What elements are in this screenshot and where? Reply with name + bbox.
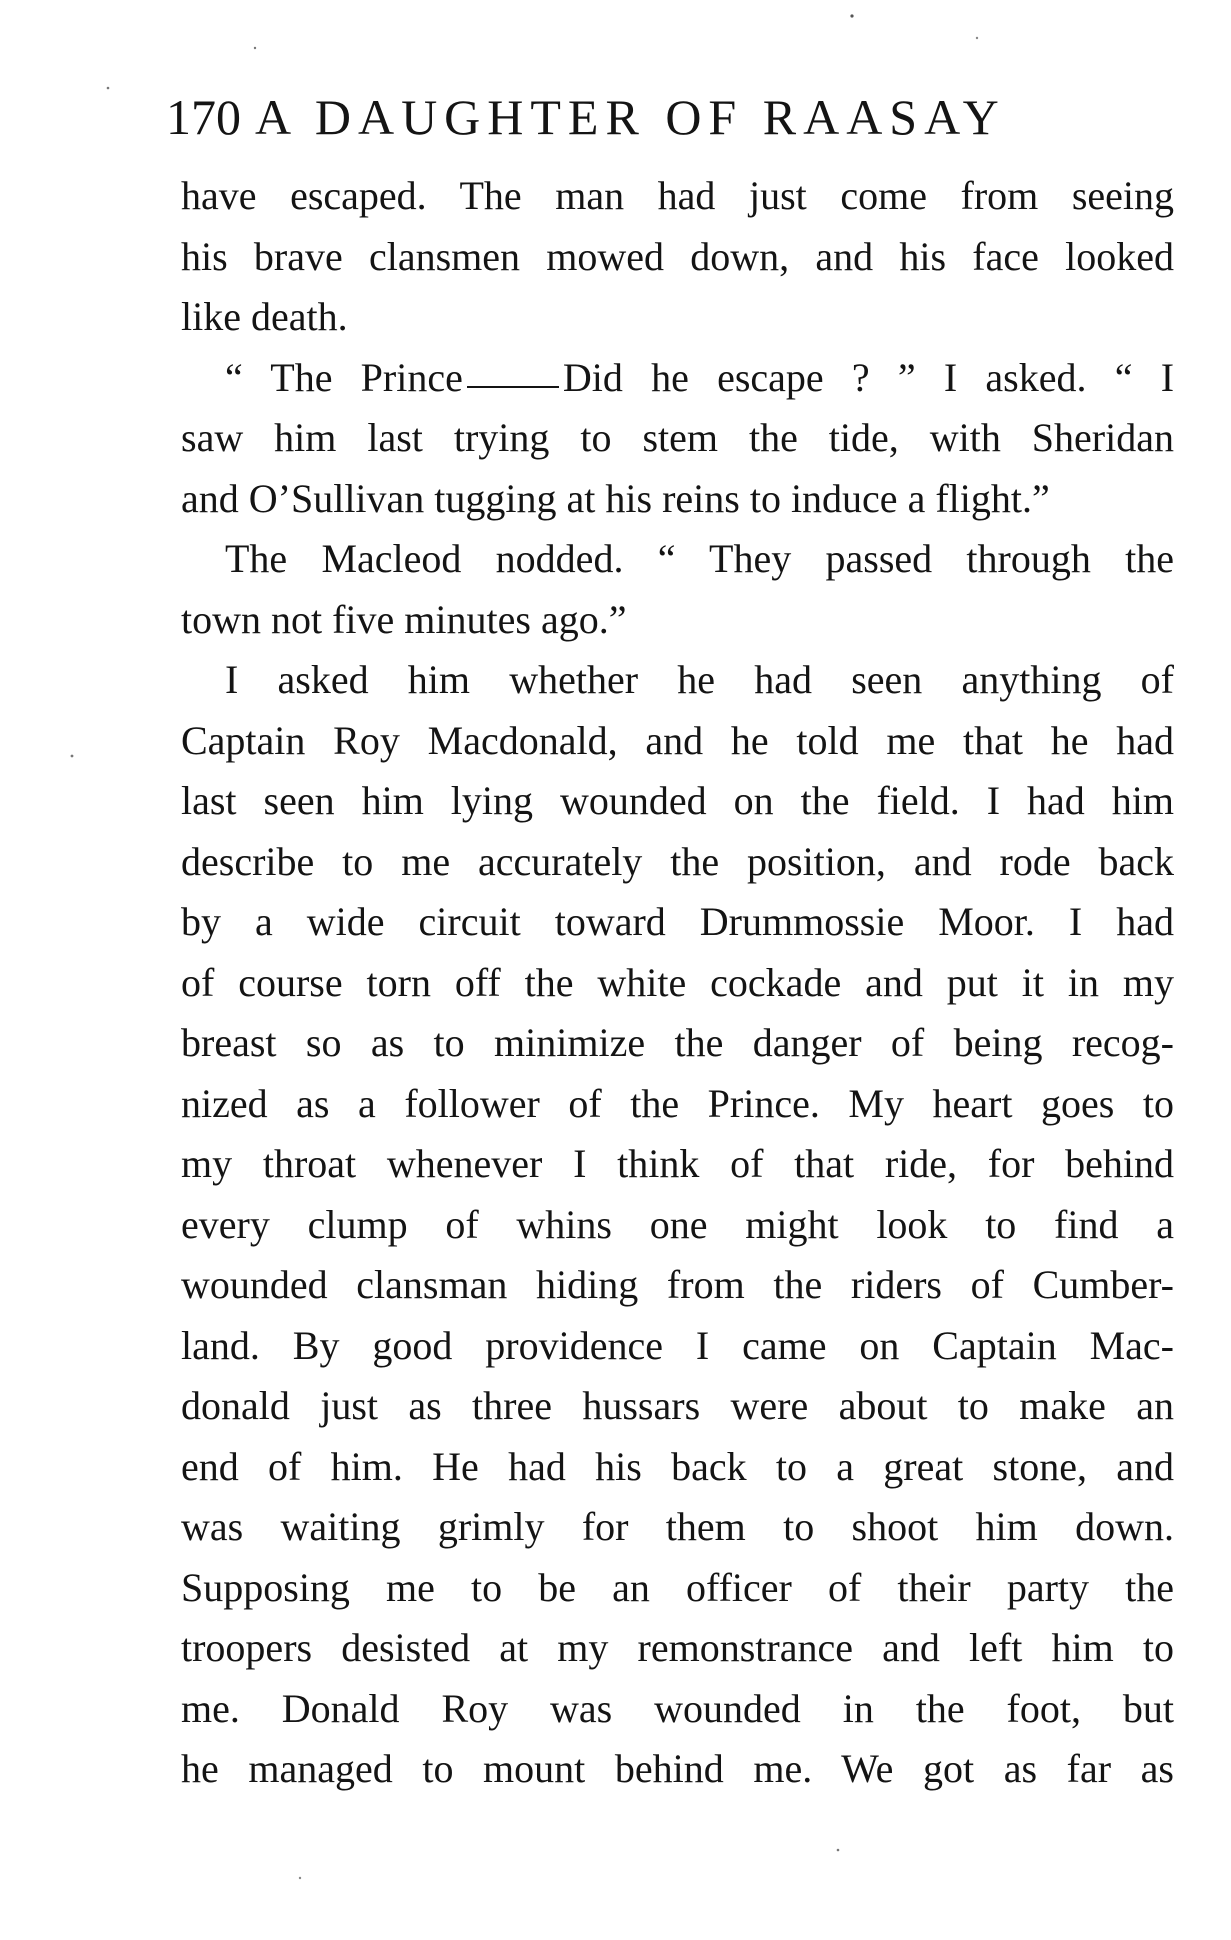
paragraph-4 — [181, 650, 1174, 1800]
text-line: breast so as to minimize the danger of being recog- — [181, 1020, 1174, 1065]
text-line: and O’Sullivan tugging at his reins to induce a flight.” — [181, 475, 1050, 521]
running-title: A DAUGHTER OF RAASAY — [255, 89, 1006, 145]
paper-speck — [837, 1849, 840, 1852]
text-line: describe to me accurately the position, and rode back — [181, 838, 1174, 884]
text-line: he managed to mount behind me. We got as far as — [181, 1746, 1174, 1791]
paper-speck — [850, 14, 853, 17]
paragraph-3 — [181, 529, 1174, 650]
text-line: his brave clansmen mowed down, and his face looked — [181, 233, 1174, 279]
paper-speck — [71, 755, 74, 758]
text-line: every clump of whins one might look to find a — [181, 1201, 1174, 1247]
page-number: 170 — [166, 89, 241, 145]
text-line: nized as a follower of the Prince. My heart goes to — [181, 1080, 1174, 1126]
text-line: troopers desisted at my remonstrance and left him to — [181, 1625, 1174, 1670]
text-line: donald just as three hussars were about to make an — [181, 1383, 1174, 1428]
body-text — [181, 166, 1174, 1800]
paper-speck — [976, 37, 978, 39]
page-header — [166, 82, 1176, 152]
text-line: town not five minutes ago.” — [181, 596, 627, 642]
text-line: Supposing me to be an officer of their party the — [181, 1564, 1174, 1610]
paragraph-2 — [181, 348, 1174, 530]
paper-speck — [107, 87, 110, 90]
text-line: have escaped. The man had just come from seeing — [181, 173, 1174, 218]
text-line: I asked him whether he had seen anything of — [225, 657, 1174, 702]
quote-continuation: Did he escape ? ” I asked. “ I — [562, 354, 1175, 400]
quote-start: “ The Prince — [225, 354, 463, 400]
text-line: by a wide circuit toward Drummossie Moor. I had — [181, 899, 1174, 944]
text-line: wounded clansman hiding from the riders of Cumber- — [181, 1262, 1174, 1307]
em-dash-rule — [467, 386, 559, 388]
text-line: my throat whenever I think of that ride, for behind — [181, 1141, 1174, 1186]
text-line: last seen him lying wounded on the field. I had him — [181, 778, 1174, 823]
text-line: like death. — [181, 294, 348, 339]
text-line: land. By good providence I came on Captain Mac- — [181, 1322, 1174, 1368]
text-line: of course torn off the white cockade and put it in my — [181, 959, 1174, 1005]
text-line: was waiting grimly for them to shoot him down. — [181, 1504, 1174, 1549]
paragraph-1 — [181, 166, 1174, 348]
text-line-with-dash — [181, 348, 1174, 409]
text-line: The Macleod nodded. “ They passed through the — [225, 536, 1174, 581]
text-line: me. Donald Roy was wounded in the foot, but — [181, 1685, 1174, 1731]
text-line: end of him. He had his back to a great stone, and — [181, 1443, 1174, 1489]
text-line: saw him last trying to stem the tide, with Sheridan — [181, 415, 1174, 460]
paper-speck — [254, 47, 256, 49]
text-line: Captain Roy Macdonald, and he told me that he had — [181, 717, 1174, 763]
paper-speck — [299, 1877, 301, 1879]
